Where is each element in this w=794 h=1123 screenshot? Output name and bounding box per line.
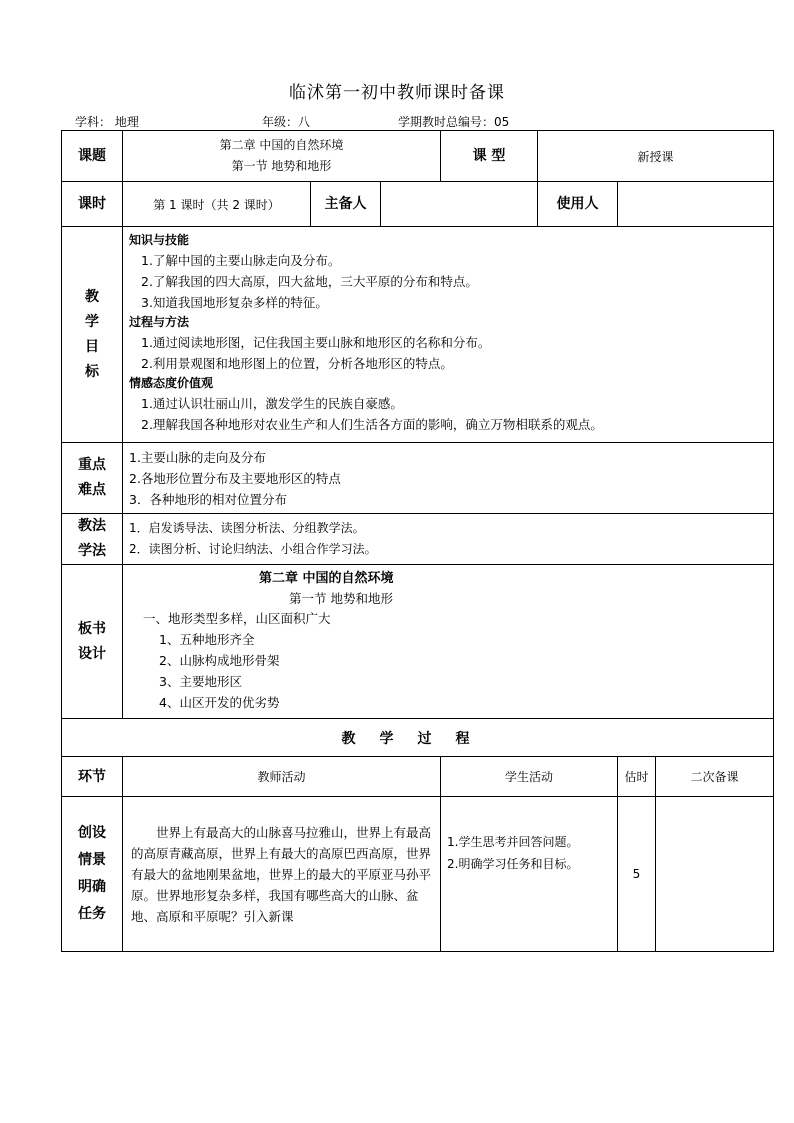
goal-heading: 过程与方法 (129, 315, 190, 329)
goal-item: 3.知道我国地形复杂多样的特征。 (141, 295, 328, 310)
goal-heading: 知识与技能 (129, 233, 190, 247)
lesson-number-field: 学期教时总编号：05 (398, 115, 510, 129)
goal-item: 1.通过阅读地形图，记住我国主要山脉和地形区的名称和分布。 (141, 335, 491, 350)
method-item: 2．读图分析、讨论归纳法、小组合作学习法。 (129, 542, 377, 556)
teacher-header: 教师活动 (123, 757, 441, 797)
board-subpoint: 2、山脉构成地形骨架 (159, 653, 280, 668)
grade-field: 年级：八 (262, 115, 311, 129)
preparer-label: 主备人 (311, 182, 381, 227)
student-header: 学生活动 (441, 757, 618, 797)
period-value: 第 1 课时（共 2 课时） (123, 182, 311, 227)
board-chapter: 第二章 中国的自然环境 (259, 571, 394, 586)
second-prep-header: 二次备课 (656, 757, 774, 797)
keypoint-item: 3．各种地形的相对位置分布 (129, 491, 287, 507)
methods-content (123, 514, 774, 565)
topic-row (62, 131, 774, 182)
subject-field: 学科： 地理 (75, 115, 139, 129)
stage-header: 环节 (62, 757, 123, 797)
period-row (62, 182, 774, 227)
goal-item: 2.利用景观图和地形图上的位置，分析各地形区的特点。 (141, 356, 453, 371)
student-activity-item: 2.明确学习任务和目标。 (447, 857, 579, 871)
goal-item: 1.通过认识壮丽山川，激发学生的民族自豪感。 (141, 396, 403, 411)
board-subpoint: 3、主要地形区 (159, 674, 242, 689)
topic-label: 课题 (62, 131, 123, 182)
board-subpoint: 4、山区开发的优劣势 (159, 695, 280, 710)
teacher-activity: 世界上有最高大的山脉喜马拉雅山，世界上有最高的高原青藏高原，世界上有最大的高原巴西高原，世界有最大的盆地刚果盆地，世界上的最大的平原亚马孙平原。世界地形复杂多样，我国有哪些高大的山脉、盆地、高原和平原呢？引入新课 (123, 797, 441, 952)
preparer-value (381, 182, 538, 227)
process-title-row (62, 719, 774, 757)
board-row (62, 565, 774, 719)
keypoint-item: 1.主要山脉的走向及分布 (129, 449, 266, 465)
keypoints-label: 重点 难点 (62, 443, 123, 514)
second-prep-cell (656, 797, 774, 952)
process-row (62, 797, 774, 952)
goals-content (123, 227, 774, 443)
page-title: 临沭第一初中教师课时备课 (289, 83, 505, 103)
method-item: 1．启发诱导法、读图分析法、分组教学法。 (129, 521, 365, 535)
goal-heading: 情感态度价值观 (129, 376, 214, 390)
board-label: 板书 设计 (62, 565, 123, 719)
user-label: 使用人 (538, 182, 618, 227)
goals-row (62, 227, 774, 443)
goal-item: 2.了解我国的四大高原，四大盆地，三大平原的分布和特点。 (141, 274, 478, 289)
methods-row (62, 514, 774, 565)
stage-cell: 创设 情景 明确 任务 (62, 797, 123, 952)
topic-value (123, 131, 441, 182)
topic-chapter: 第二章 中国的自然环境 (219, 138, 344, 152)
time-estimate: 5 (618, 797, 656, 952)
keypoints-content (123, 443, 774, 514)
lesson-plan-table (61, 130, 774, 952)
keypoints-row (62, 443, 774, 514)
board-content (123, 565, 774, 719)
goals-label: 教 学 目 标 (62, 227, 123, 443)
goal-item: 2.理解我国各种地形对农业生产和人们生活各方面的影响，确立万物相联系的观点。 (141, 417, 603, 432)
user-value (618, 182, 774, 227)
board-section: 第一节 地势和地形 (289, 591, 393, 606)
student-activity (441, 797, 618, 952)
board-subpoint: 1、五种地形齐全 (159, 632, 255, 647)
lesson-type-value: 新授课 (538, 131, 774, 182)
time-header: 估时 (618, 757, 656, 797)
board-point: 一、地形类型多样，山区面积广大 (143, 611, 331, 626)
goal-item: 1.了解中国的主要山脉走向及分布。 (141, 253, 341, 268)
keypoint-item: 2.各地形位置分布及主要地形区的特点 (129, 470, 341, 486)
student-activity-item: 1.学生思考并回答问题。 (447, 835, 579, 849)
methods-label: 教法 学法 (62, 514, 123, 565)
process-header-row (62, 757, 774, 797)
topic-section: 第一节 地势和地形 (231, 159, 332, 173)
lesson-type-label: 课 型 (441, 131, 538, 182)
period-label: 课时 (62, 182, 123, 227)
process-title: 教学过程 (62, 719, 774, 757)
